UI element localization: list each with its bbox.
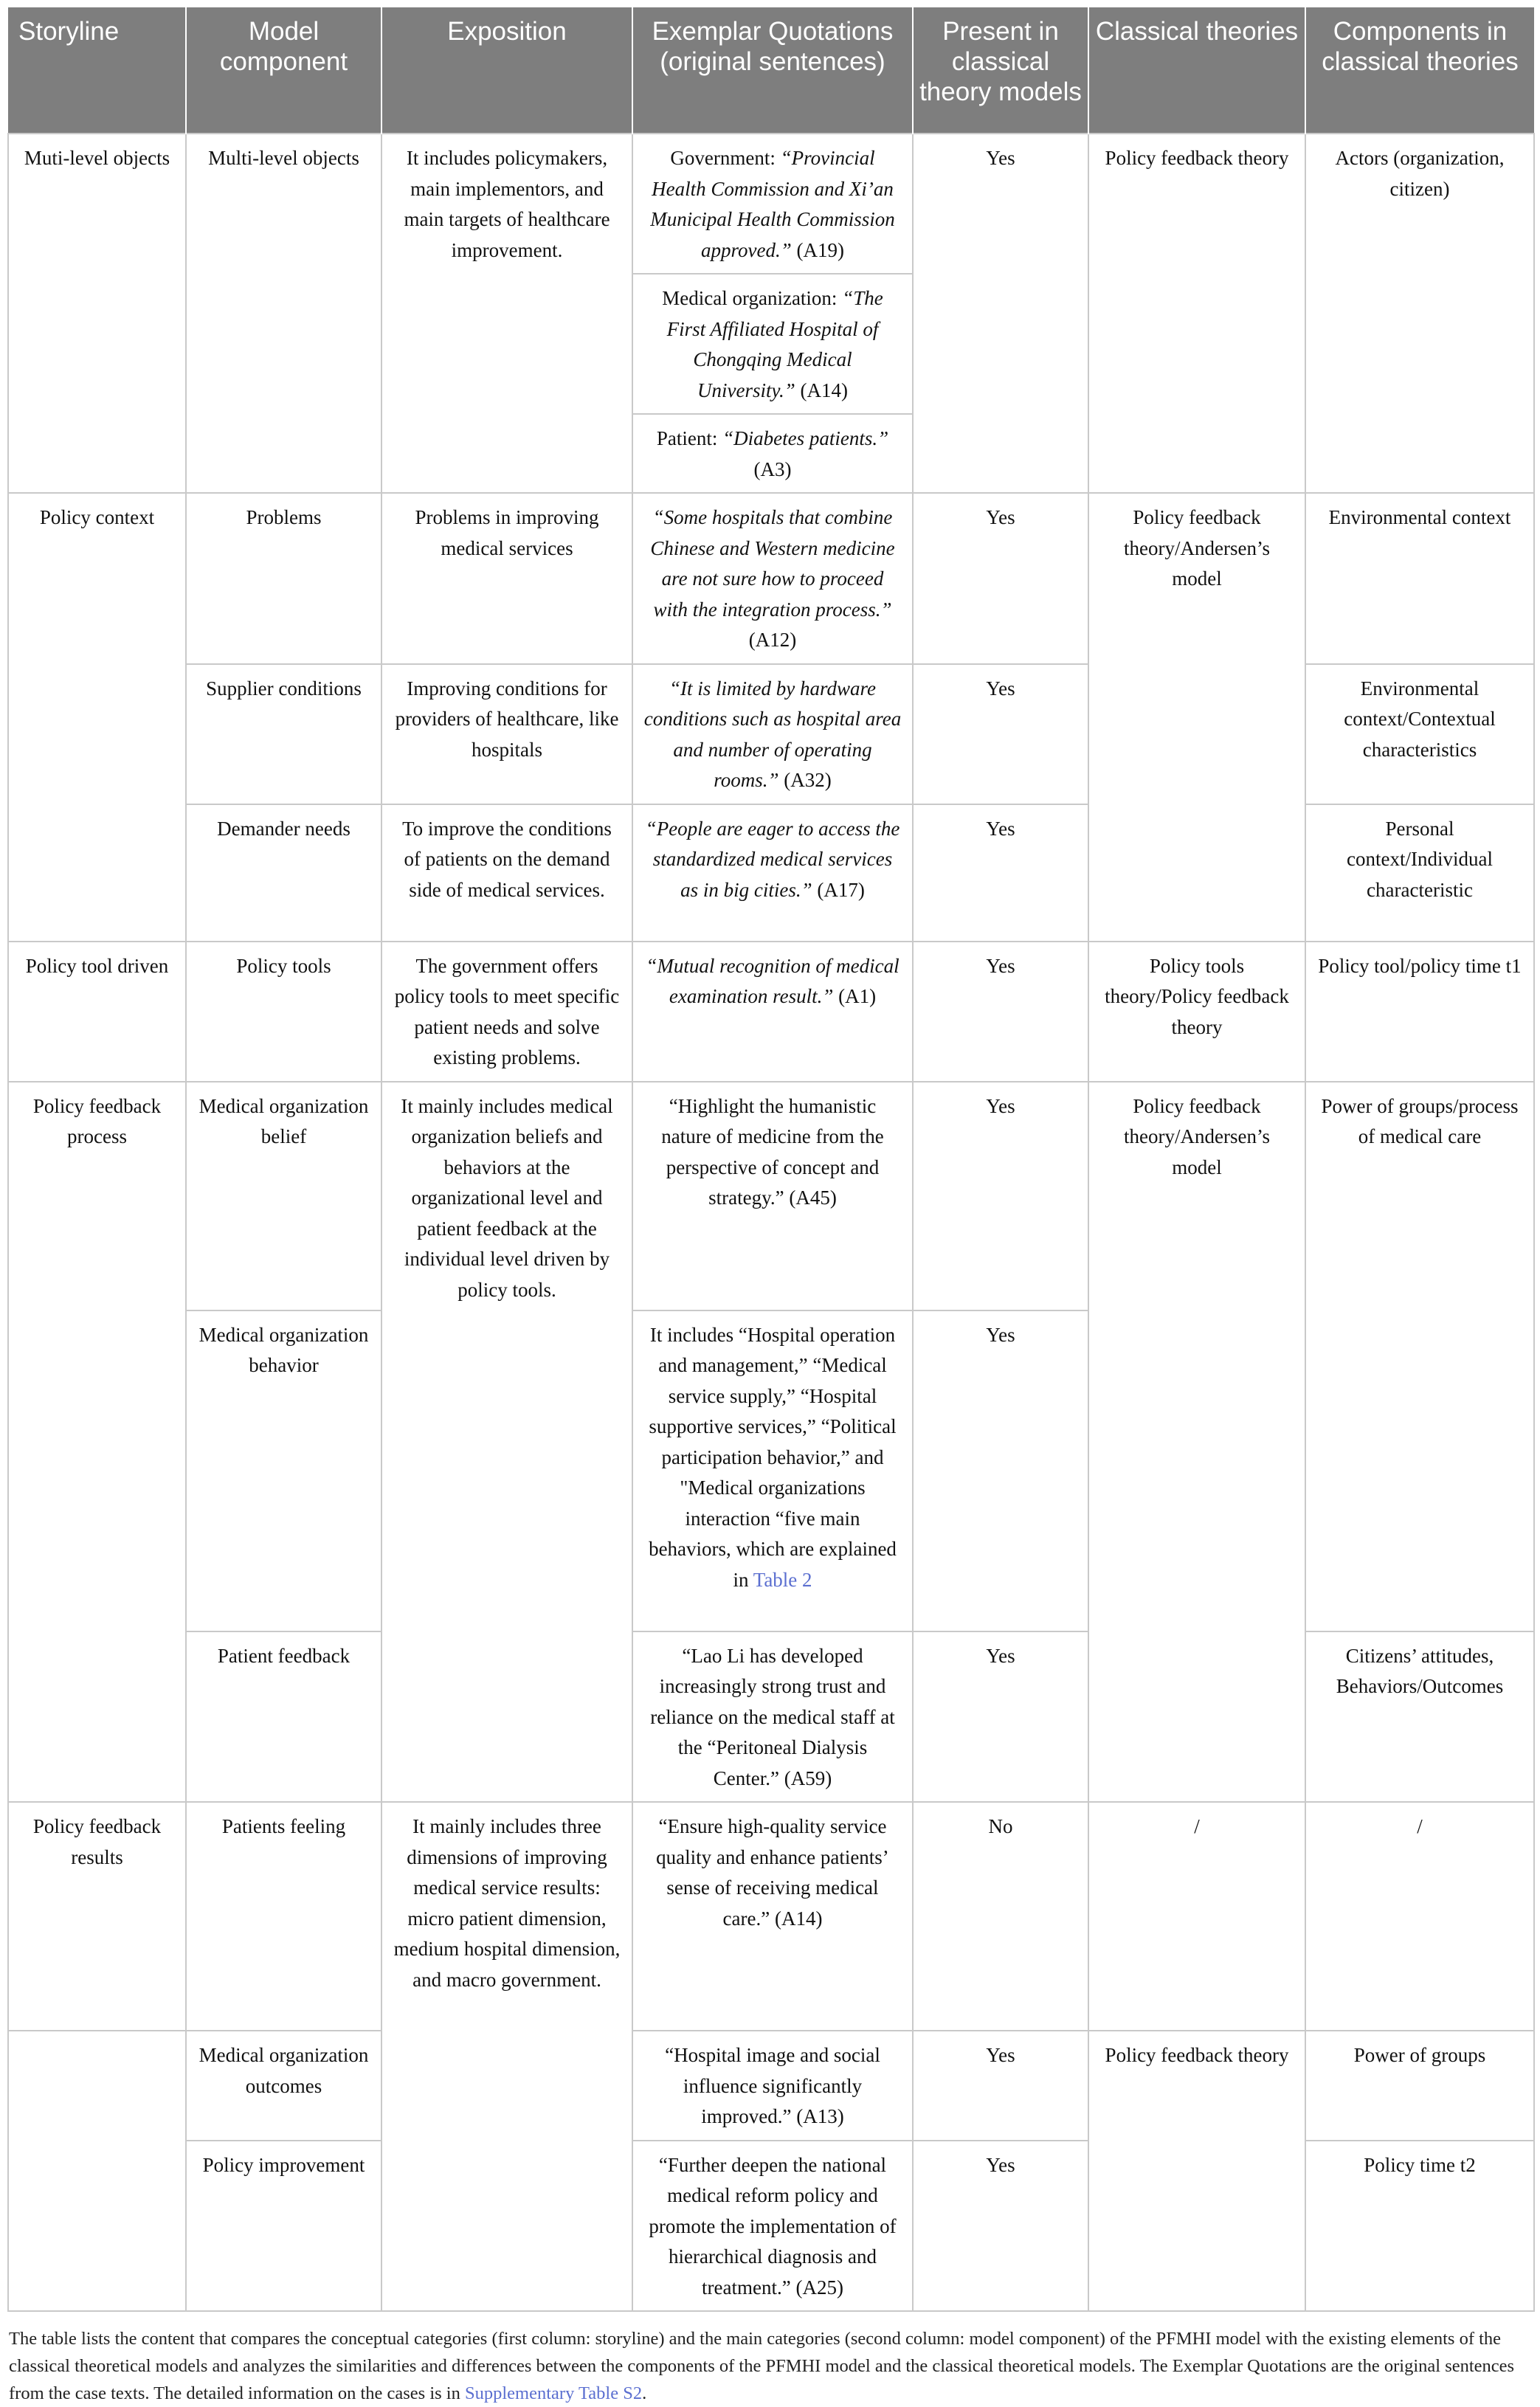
header-components-in-classical: Components in classical theories	[1305, 7, 1534, 134]
table-row	[8, 1082, 1534, 1310]
exposition-cell: Improving conditions for providers of healthcare, like hospitals	[381, 664, 632, 804]
comparison-table	[7, 7, 1535, 2312]
quotation-cell: “Highlight the humanistic nature of medicine from the perspective of concept and strategy.” (A45)	[632, 1082, 913, 1310]
header-exposition: Exposition	[381, 7, 632, 134]
present-cell: Yes	[913, 1310, 1088, 1631]
table-container	[7, 7, 1533, 2407]
supplementary-table-link[interactable]: Supplementary Table S2	[465, 2383, 643, 2403]
component-cell: Policy improvement	[186, 2141, 381, 2312]
component-cell: Medical organization behavior	[186, 1310, 381, 1631]
exposition-cell: It includes policymakers, main implementors, and main targets of healthcare improvement.	[381, 134, 632, 493]
classical-component-cell: Personal context/Individual characteristic	[1305, 804, 1534, 942]
header-classical-theories: Classical theories	[1088, 7, 1305, 134]
storyline-cell: Policy context	[8, 493, 186, 942]
present-cell: No	[913, 1802, 1088, 2031]
present-cell: Yes	[913, 493, 1088, 664]
table-2-link[interactable]: Table 2	[753, 1568, 812, 1591]
present-cell: Yes	[913, 2141, 1088, 2312]
exposition-cell: It mainly includes three dimensions of improving medical service results: micro patient dimension, medium hospital dimension, and macro government.	[381, 1802, 632, 2311]
classical-theory-cell: Policy feedback theory/Andersen’s model	[1088, 493, 1305, 942]
table-row	[8, 664, 1534, 804]
present-cell: Yes	[913, 664, 1088, 804]
table-row	[8, 1631, 1534, 1803]
present-cell: Yes	[913, 2031, 1088, 2141]
storyline-cell: Policy feedback process	[8, 1082, 186, 1803]
quotation-cell: “Further deepen the national medical reform policy and promote the implementation of hierarchical diagnosis and treatment.” (A25)	[632, 2141, 913, 2312]
table-row	[8, 134, 1534, 274]
component-cell: Patient feedback	[186, 1631, 381, 1803]
present-cell: Yes	[913, 804, 1088, 942]
storyline-cell: Policy feedback results	[8, 1802, 186, 2031]
present-cell: Yes	[913, 1082, 1088, 1310]
quotation-cell: Patient: “Diabetes patients.” (A3)	[632, 414, 913, 493]
quotation-cell: Medical organization: “The First Affiliated Hospital of Chongqing Medical University.” (A14)	[632, 274, 913, 414]
storyline-cell: Muti-level objects	[8, 134, 186, 493]
table-row	[8, 493, 1534, 664]
classical-component-cell: Power of groups/process of medical care	[1305, 1082, 1534, 1631]
exposition-cell: Problems in improving medical services	[381, 493, 632, 664]
table-row	[8, 2031, 1534, 2141]
classical-component-cell: Power of groups	[1305, 2031, 1534, 2141]
classical-component-cell: Policy time t2	[1305, 2141, 1534, 2312]
quotation-cell: “It is limited by hardware conditions such as hospital area and number of operating rooms.” (A32)	[632, 664, 913, 804]
header-present-in-models: Present in classical theory models	[913, 7, 1088, 134]
present-cell: Yes	[913, 134, 1088, 493]
quotation-cell: “Some hospitals that combine Chinese and Western medicine are not sure how to proceed with the integration process.” (A12)	[632, 493, 913, 664]
component-cell: Supplier conditions	[186, 664, 381, 804]
header-row	[8, 7, 1534, 134]
exposition-cell: It mainly includes medical organization beliefs and behaviors at the organizational level and patient feedback at the individual level driven by policy tools.	[381, 1082, 632, 1803]
storyline-cell-empty	[8, 2031, 186, 2311]
present-cell: Yes	[913, 942, 1088, 1082]
component-cell: Policy tools	[186, 942, 381, 1082]
exposition-cell: The government offers policy tools to meet specific patient needs and solve existing problems.	[381, 942, 632, 1082]
component-cell: Medical organization outcomes	[186, 2031, 381, 2141]
component-cell: Problems	[186, 493, 381, 664]
present-cell: Yes	[913, 1631, 1088, 1803]
classical-theory-cell: Policy tools theory/Policy feedback theory	[1088, 942, 1305, 1082]
classical-component-cell: /	[1305, 1802, 1534, 2031]
quotation-cell: “Ensure high-quality service quality and enhance patients’ sense of receiving medical care.” (A14)	[632, 1802, 913, 2031]
classical-theory-cell: Policy feedback theory	[1088, 134, 1305, 493]
classical-component-cell: Environmental context/Contextual characteristics	[1305, 664, 1534, 804]
table-footnote: The table lists the content that compares the conceptual categories (first column: storyline) and the main categories (second column: model component) of the PFMHI model with the existing elements of the classical theoretical models and analyzes the similarities and differences between the components of the PFMHI model and the classical theoretical models. The Exemplar Quotations are the original sentences from the case texts. The detailed information on the cases is in Supplementary Table S2.	[9, 2329, 1515, 2403]
table-row	[8, 804, 1534, 942]
header-exemplar-quotations: Exemplar Quotations (original sentences)	[632, 7, 913, 134]
table-row	[8, 1802, 1534, 2031]
quotation-cell: Government: “Provincial Health Commission and Xi’an Municipal Health Commission approved.” (A19)	[632, 134, 913, 274]
component-cell: Patients feeling	[186, 1802, 381, 2031]
component-cell: Multi-level objects	[186, 134, 381, 493]
quotation-cell: “Mutual recognition of medical examination result.” (A1)	[632, 942, 913, 1082]
quotation-cell: “Lao Li has developed increasingly strong trust and reliance on the medical staff at the “Peritoneal Dialysis Center.” (A59)	[632, 1631, 913, 1803]
component-cell: Medical organization belief	[186, 1082, 381, 1310]
classical-theory-cell: Policy feedback theory/Andersen’s model	[1088, 1082, 1305, 1803]
storyline-cell: Policy tool driven	[8, 942, 186, 1082]
quotation-cell: “Hospital image and social influence significantly improved.” (A13)	[632, 2031, 913, 2141]
classical-theory-cell: Policy feedback theory	[1088, 2031, 1305, 2311]
quotation-cell: “People are eager to access the standardized medical services as in big cities.” (A17)	[632, 804, 913, 942]
exposition-cell: To improve the conditions of patients on the demand side of medical services.	[381, 804, 632, 942]
classical-component-cell: Actors (organization, citizen)	[1305, 134, 1534, 493]
classical-theory-cell: /	[1088, 1802, 1305, 2031]
quotation-cell: It includes “Hospital operation and management,” “Medical service supply,” “Hospital supportive services,” “Political participation behavior,” and "Medical organizations interaction “five main behaviors, which are explained in Table 2	[632, 1310, 913, 1631]
classical-component-cell: Environmental context	[1305, 493, 1534, 664]
header-storyline: Storyline	[8, 7, 186, 134]
header-model-component: Model component	[186, 7, 381, 134]
classical-component-cell: Citizens’ attitudes, Behaviors/Outcomes	[1305, 1631, 1534, 1803]
table-row	[8, 942, 1534, 1082]
table-row	[8, 2141, 1534, 2312]
component-cell: Demander needs	[186, 804, 381, 942]
classical-component-cell: Policy tool/policy time t1	[1305, 942, 1534, 1082]
